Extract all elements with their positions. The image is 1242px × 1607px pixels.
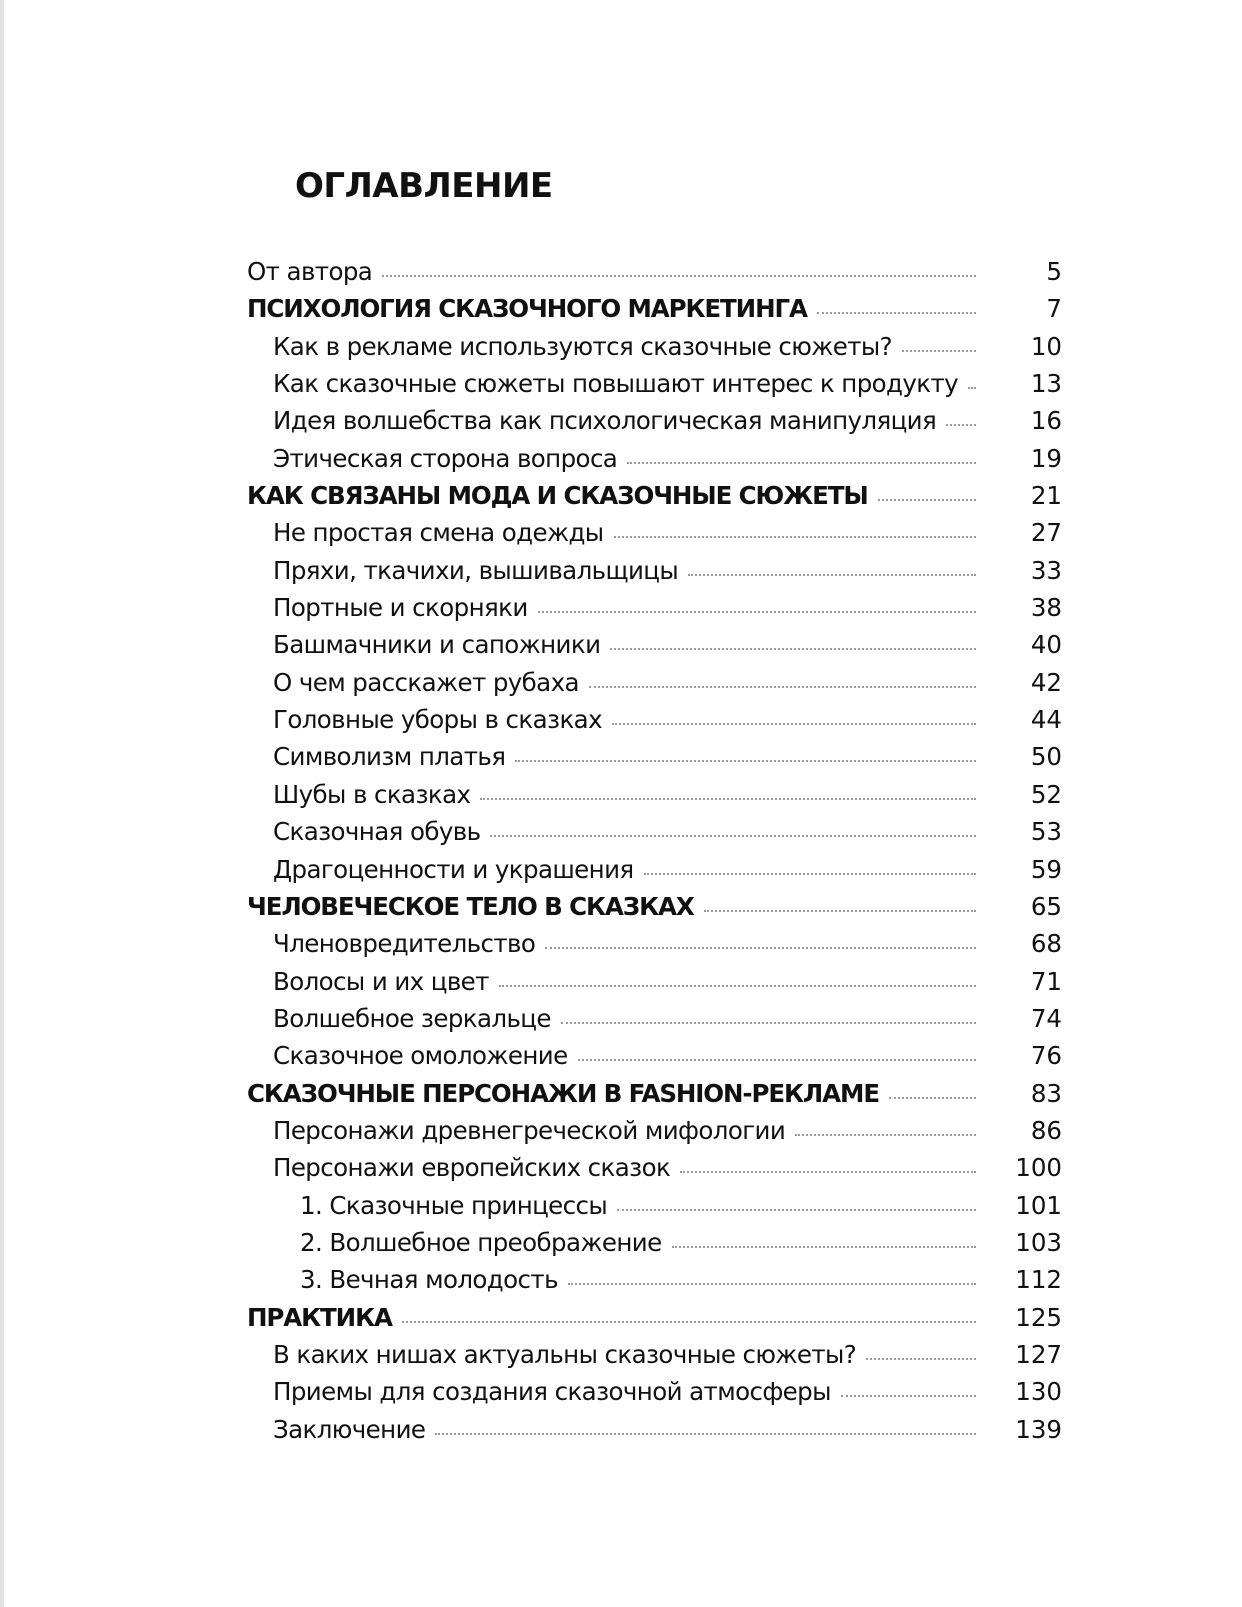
- toc-dot-leader: [817, 312, 976, 314]
- toc-page-number: 65: [1030, 891, 1062, 921]
- toc-dot-leader: [578, 1059, 976, 1061]
- page-edge: [0, 0, 4, 1607]
- toc-dot-leader: [499, 985, 976, 987]
- toc-dot-leader: [866, 1358, 976, 1360]
- toc-dot-leader: [688, 574, 976, 576]
- toc-entry-label: Волшебное зеркальце: [273, 1003, 551, 1033]
- toc-page-number: 100: [1015, 1153, 1062, 1183]
- toc-page-number: 10: [1030, 331, 1062, 361]
- toc-entry[interactable]: [247, 556, 1062, 593]
- toc-entry-label: Этическая сторона вопроса: [273, 443, 618, 473]
- toc-page-number: 112: [1015, 1265, 1062, 1295]
- toc-dot-leader: [435, 1433, 976, 1435]
- toc-page-number: 42: [1030, 667, 1062, 697]
- toc-entry-label: Персонажи древнегреческой мифологии: [273, 1115, 786, 1145]
- toc-entry-label: СКАЗОЧНЫЕ ПЕРСОНАЖИ В FASHION-РЕКЛАМЕ: [247, 1078, 879, 1108]
- toc-entry-label: КАК СВЯЗАНЫ МОДА И СКАЗОЧНЫЕ СЮЖЕТЫ: [247, 481, 868, 511]
- toc-entry-label: Приемы для создания сказочной атмосферы: [273, 1377, 831, 1407]
- toc-dot-leader: [402, 1321, 976, 1323]
- toc-page-number: 83: [1030, 1078, 1062, 1108]
- toc-page-number: 50: [1030, 742, 1062, 772]
- toc-entry[interactable]: [247, 406, 1062, 443]
- toc-entry-label: Волосы и их цвет: [273, 966, 489, 996]
- toc-entry[interactable]: [247, 1340, 1062, 1377]
- toc-entry[interactable]: [247, 1191, 1062, 1228]
- toc-page-number: 74: [1030, 1003, 1062, 1033]
- toc-dot-leader: [612, 723, 976, 725]
- toc-dot-leader: [561, 1022, 976, 1024]
- toc-dot-leader: [589, 686, 976, 688]
- toc-dot-leader: [627, 462, 976, 464]
- toc-page-number: 76: [1030, 1041, 1062, 1071]
- toc-entry-label: Персонажи европейских сказок: [273, 1153, 671, 1183]
- toc-entry[interactable]: [247, 967, 1062, 1004]
- toc-entry[interactable]: [247, 1265, 1062, 1302]
- toc-dot-leader: [644, 873, 976, 875]
- toc-page-number: 13: [1030, 369, 1062, 399]
- toc-page-number: 53: [1030, 817, 1062, 847]
- toc-entry-label: Заключение: [273, 1414, 426, 1444]
- toc-entry[interactable]: [247, 705, 1062, 742]
- toc-dot-leader: [515, 760, 976, 762]
- toc-entry-label: В каких нишах актуальны сказочные сюжеты?: [273, 1339, 857, 1369]
- toc-entry[interactable]: [247, 444, 1062, 481]
- toc-entry[interactable]: [247, 780, 1062, 817]
- toc-section-entry[interactable]: [247, 1079, 1062, 1116]
- toc-dot-leader: [614, 536, 976, 538]
- toc-dot-leader: [545, 947, 976, 949]
- toc-page-number: 40: [1030, 630, 1062, 660]
- toc-page-number: 59: [1030, 854, 1062, 884]
- toc-dot-leader: [680, 1171, 976, 1173]
- toc-dot-leader: [968, 387, 976, 389]
- toc-section-entry[interactable]: [247, 892, 1062, 929]
- toc-entry-label: Шубы в сказках: [273, 779, 471, 809]
- toc-page-number: 52: [1030, 779, 1062, 809]
- toc-entry-label: ЧЕЛОВЕЧЕСКОЕ ТЕЛО В СКАЗКАХ: [247, 891, 694, 921]
- toc-entry-label: От автора: [247, 257, 373, 286]
- toc-page-number: 27: [1030, 518, 1062, 548]
- toc-dot-leader: [704, 910, 976, 912]
- toc-dot-leader: [610, 648, 976, 650]
- toc-entry-label: ПРАКТИКА: [247, 1302, 392, 1332]
- toc-page-number: 139: [1015, 1414, 1062, 1444]
- toc-section-entry[interactable]: [247, 1303, 1062, 1340]
- toc-entry[interactable]: [247, 593, 1062, 630]
- toc-entry[interactable]: [247, 518, 1062, 555]
- toc-entry-label: Сказочное омоложение: [273, 1041, 568, 1071]
- toc-page-number: 127: [1015, 1339, 1062, 1369]
- toc-list: [247, 257, 1062, 1452]
- toc-entry-label: Сказочная обувь: [273, 817, 481, 847]
- toc-entry[interactable]: [247, 742, 1062, 779]
- toc-section-entry[interactable]: [247, 481, 1062, 518]
- toc-page-number: 44: [1030, 705, 1062, 735]
- toc-dot-leader: [795, 1134, 976, 1136]
- toc-entry[interactable]: [247, 1377, 1062, 1414]
- toc-page-number: 86: [1030, 1115, 1062, 1145]
- toc-dot-leader: [568, 1283, 976, 1285]
- toc-entry[interactable]: [247, 332, 1062, 369]
- toc-page-number: 101: [1015, 1190, 1062, 1220]
- toc-dot-leader: [617, 1209, 976, 1211]
- toc-entry[interactable]: [247, 817, 1062, 854]
- toc-entry[interactable]: [247, 855, 1062, 892]
- toc-entry[interactable]: [247, 1415, 1062, 1452]
- toc-entry-label: Как в рекламе используются сказочные сюжеты?: [273, 331, 893, 361]
- toc-entry[interactable]: [247, 369, 1062, 406]
- toc-entry-label: Башмачники и сапожники: [273, 630, 601, 660]
- toc-page-number: 7: [1046, 294, 1062, 324]
- toc-entry-label: Головные уборы в сказках: [273, 705, 602, 735]
- toc-page-number: 71: [1030, 966, 1062, 996]
- toc-page-number: 16: [1030, 406, 1062, 436]
- toc-page-number: 103: [1015, 1227, 1062, 1257]
- toc-entry-label: Символизм платья: [273, 742, 506, 772]
- toc-dot-leader: [382, 275, 976, 277]
- toc-entry-label: 2. Волшебное преображение: [300, 1227, 662, 1257]
- toc-page-number: 19: [1030, 443, 1062, 473]
- toc-entry[interactable]: [247, 1153, 1062, 1190]
- toc-entry[interactable]: [247, 1004, 1062, 1041]
- toc-entry-label: О чем расскажет рубаха: [273, 667, 579, 697]
- toc-entry-label: Идея волшебства как психологическая манипуляция: [273, 406, 937, 436]
- toc-page-number: 38: [1030, 593, 1062, 623]
- toc-entry[interactable]: [247, 1228, 1062, 1265]
- toc-dot-leader: [538, 611, 976, 613]
- toc-page-number: 68: [1030, 929, 1062, 959]
- toc-entry-label: Пряхи, ткачихи, вышивальщицы: [273, 555, 679, 585]
- toc-dot-leader: [480, 798, 976, 800]
- toc-title: ОГЛАВЛЕНИЕ: [295, 166, 553, 206]
- toc-entry-label: Не простая смена одежды: [273, 518, 604, 548]
- toc-entry-label: Драгоценности и украшения: [273, 854, 634, 884]
- toc-dot-leader: [946, 424, 976, 426]
- toc-entry-label: 3. Вечная молодость: [300, 1265, 558, 1295]
- toc-entry[interactable]: [247, 1041, 1062, 1078]
- toc-page-number: 130: [1015, 1377, 1062, 1407]
- toc-section-entry[interactable]: [247, 294, 1062, 331]
- toc-entry-label: Членовредительство: [273, 929, 536, 959]
- toc-entry[interactable]: [247, 929, 1062, 966]
- toc-entry[interactable]: [247, 630, 1062, 667]
- toc-page-number: 125: [1015, 1302, 1062, 1332]
- toc-entry[interactable]: [247, 1116, 1062, 1153]
- toc-entry-label: 1. Сказочные принцессы: [300, 1190, 608, 1220]
- toc-entry-label: Как сказочные сюжеты повышают интерес к продукту: [273, 369, 959, 399]
- toc-entry-label: Портные и скорняки: [273, 593, 528, 623]
- toc-page-number: 33: [1030, 555, 1062, 585]
- toc-dot-leader: [490, 835, 976, 837]
- toc-entry[interactable]: [247, 668, 1062, 705]
- toc-dot-leader: [878, 499, 976, 501]
- toc-page-number: 21: [1030, 481, 1062, 511]
- toc-entry-label: ПСИХОЛОГИЯ СКАЗОЧНОГО МАРКЕТИНГА: [247, 294, 807, 324]
- toc-entry[interactable]: [247, 257, 1062, 294]
- toc-page-number: 5: [1046, 257, 1062, 286]
- toc-dot-leader: [889, 1097, 976, 1099]
- toc-dot-leader: [902, 350, 976, 352]
- toc-dot-leader: [672, 1246, 976, 1248]
- toc-dot-leader: [841, 1395, 976, 1397]
